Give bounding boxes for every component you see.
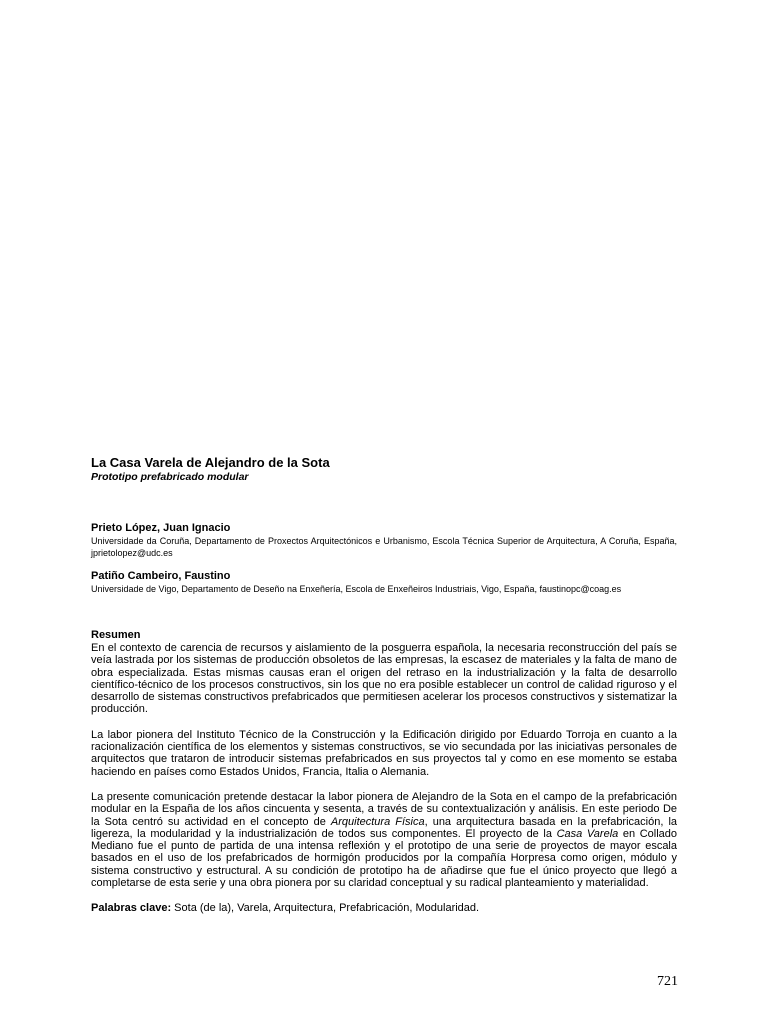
abstract-text: , una arquitectura basada en la prefabricación, la ligereza, la modularidad y la industrialización de todos sus componentes. El proyecto de la <box>91 815 678 840</box>
paper-title: La Casa Varela de Alejandro de la Sota <box>91 455 330 470</box>
abstract-text: en Collado Mediano fue el punto de partida de una intensa reflexión y el prototipo de una serie de proyectos de mayor escala basados en el uso de los prefabricados de hormigón producidos por la compañía Horpresa como origen, módulo y sistema constructivo y estructural. A su condición de prototipo ha de añadirse que fue el único proyecto que llegó a completarse de esta serie y una obra pionera por su claridad conceptual y su radical planteamiento y materialidad. <box>91 827 677 890</box>
author-block <box>91 522 677 559</box>
abstract-text: La presente comunicación pretende destacar la labor pionera de Alejandro de la Sota en el campo de la prefabricación modular en la España de los años cincuenta y sesenta, a través de su contextualización y análisis. En este periodo De la Sota centró su actividad en el concepto de <box>91 790 677 828</box>
author-affiliation: Universidade da Coruña, Departamento de Proxectos Arquitectónicos e Urbanismo, Escola Técnica Superior de Arquitectura, A Coruña, España, jprietolopez@udc.es <box>91 536 677 558</box>
page-number: 721 <box>657 974 678 989</box>
keywords-value: Sota (de la), Varela, Arquitectura, Prefabricación, Modularidad. <box>171 902 480 915</box>
paper-body <box>91 455 677 915</box>
keywords <box>91 902 677 915</box>
author-name: Prieto López, Juan Ignacio <box>91 522 231 534</box>
abstract-paragraph: La labor pionera del Instituto Técnico de la Construcción y la Edificación dirigido por Eduardo Torroja en cuanto a la racionalización científica de los elementos y sistemas constructivos, se vio secundada por las iniciativas personales de arquitectos que trataron de introducir sistemas prefabricados en sus proyectos tal y como en ese momento se estaba haciendo en países como Estados Unidos, Francia, Italia o Alemania. <box>91 728 677 778</box>
abstract-emphasis: Casa Varela <box>556 827 619 840</box>
abstract-paragraph <box>91 791 677 889</box>
author-block <box>91 570 677 595</box>
author-affiliation: Universidade de Vigo, Departamento de Deseño na Enxeñería, Escola de Enxeñeiros Industriais, Vigo, España, faustinopc@coag.es <box>91 584 622 594</box>
author-name: Patiño Cambeiro, Faustino <box>91 570 231 582</box>
abstract-paragraph: En el contexto de carencia de recursos y aislamiento de la posguerra española, la necesaria reconstrucción del país se veía lastrada por los sistemas de producción obsoletos de las empresas, la escasez de materiales y la falta de mano de obra especializada. Estas mismas causas eran el origen del retraso en la industrialización y la falta de desarrollo científico-técnico de los procesos constructivos, sin los que no era posible establecer un control de calidad riguroso y el desarrollo de sistemas constructivos prefabricados que permitiesen acelerar los procesos constructivos y sistematizar la producción. <box>91 642 677 716</box>
paper-subtitle: Prototipo prefabricado modular <box>91 471 249 483</box>
abstract-heading: Resumen <box>91 629 141 641</box>
keywords-label: Palabras clave: <box>91 902 172 915</box>
abstract-emphasis: Arquitectura Física <box>330 815 425 828</box>
